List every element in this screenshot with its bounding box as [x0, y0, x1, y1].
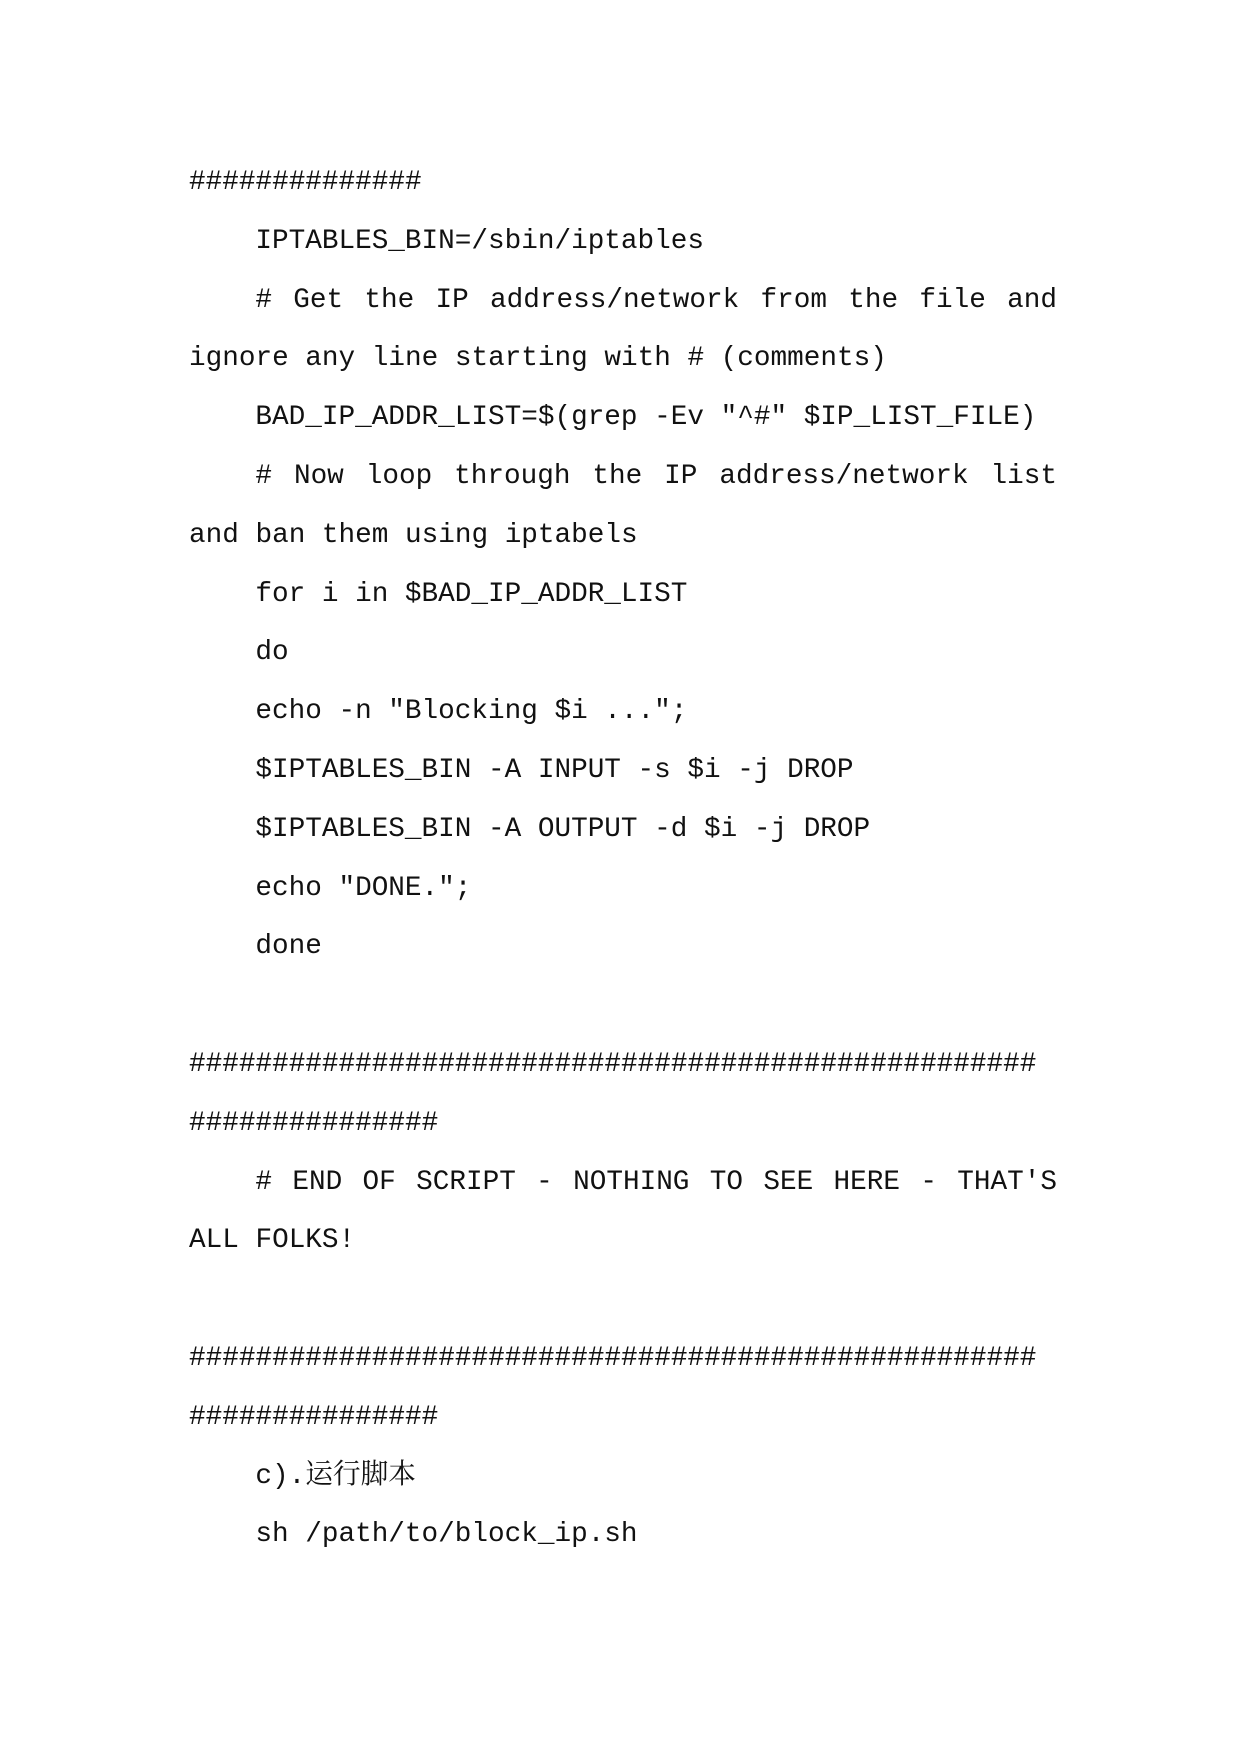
code-comment-line: and ban them using iptabels [189, 519, 638, 551]
code-line: sh /path/to/block_ip.sh [255, 1519, 638, 1551]
separator-line: ############### [189, 1401, 439, 1433]
blank-line [189, 977, 1057, 1036]
code-line: IPTABLES_BIN=/sbin/iptables [255, 225, 705, 257]
code-line: echo -n "Blocking $i ..."; [255, 696, 688, 728]
code-line: done [255, 931, 322, 963]
code-line: ############## [189, 167, 422, 198]
code-line: BAD_IP_ADDR_LIST=$(grep -Ev "^#" $IP_LIST_FILE) [255, 402, 1037, 434]
code-comment-line: # END OF SCRIPT - NOTHING TO SEE HERE - THAT'S [255, 1166, 1057, 1198]
code-comment-line: # Now loop through the IP address/network list [255, 460, 1057, 492]
code-line: do [255, 637, 289, 669]
document-page [189, 154, 1057, 1565]
code-line: $IPTABLES_BIN -A INPUT -s $i -j DROP [255, 754, 854, 786]
code-comment-line: ignore any line starting with # (comments) [189, 343, 887, 375]
step-heading: c).运行脚本 [255, 1460, 416, 1492]
code-comment-line: # Get the IP address/network from the file and [255, 284, 1057, 316]
separator-line: ################################################### [189, 1342, 1037, 1374]
code-line: for i in $BAD_IP_ADDR_LIST [255, 578, 688, 610]
separator-line: ################################################### [189, 1048, 1037, 1080]
blank-line [189, 1271, 1057, 1330]
code-comment-line: ALL FOLKS! [189, 1225, 356, 1257]
separator-line: ############### [189, 1107, 439, 1139]
code-line: $IPTABLES_BIN -A OUTPUT -d $i -j DROP [255, 813, 871, 845]
code-line: echo "DONE."; [255, 872, 472, 904]
